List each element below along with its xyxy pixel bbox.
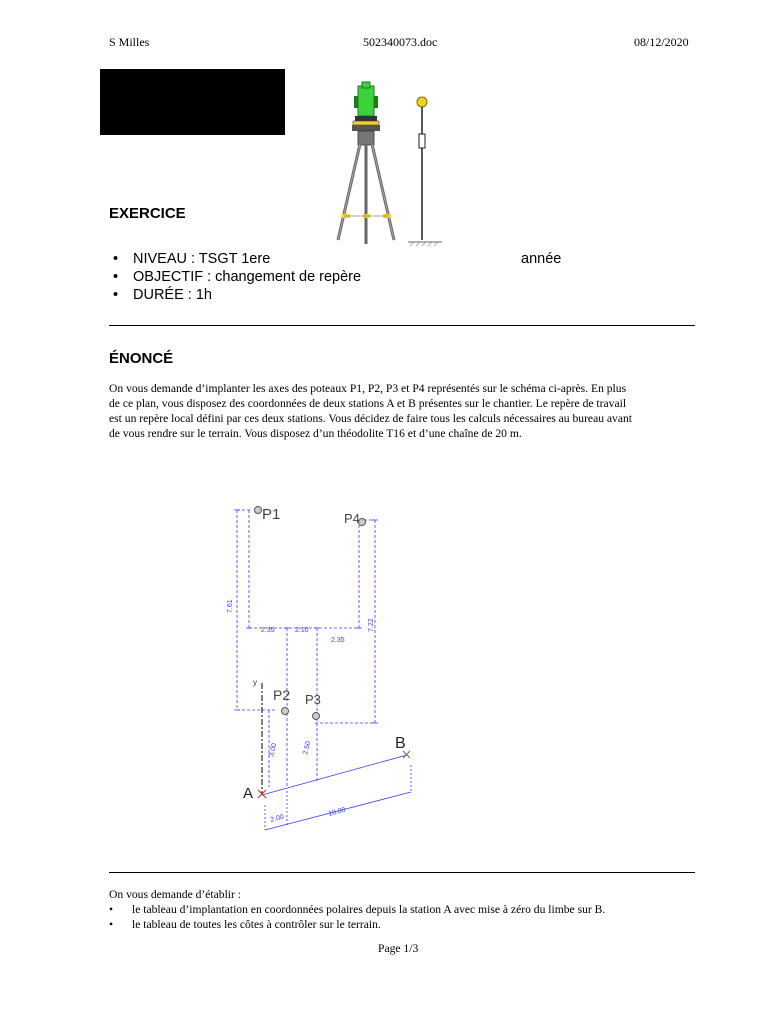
site-plan-diagram <box>225 495 440 840</box>
bullet-icon: • <box>113 251 119 267</box>
dimension-label: 2.00 <box>269 813 285 824</box>
statement-title: ÉNONCÉ <box>109 350 174 367</box>
bullet-icon: • <box>113 269 119 285</box>
level-label: NIVEAU : TSGT 1ere <box>133 251 271 267</box>
pole-label-p1: P1 <box>262 506 281 523</box>
dimension-label: 7.61 <box>227 599 234 613</box>
theodolite-illustration <box>330 78 450 250</box>
task-text: le tableau d’implantation en coordonnées polaires depuis la station A avec mise à zéro du limbe sur B. <box>132 903 606 916</box>
pole-label-p3: P3 <box>305 692 321 707</box>
dimension-label: 2.10 <box>295 627 309 634</box>
objective-label: OBJECTIF : changement de repère <box>133 269 362 285</box>
dimension-label: 2.50 <box>302 740 313 756</box>
bullet-icon: • <box>113 287 119 303</box>
dimension-label: 2.35 <box>261 627 275 634</box>
divider <box>109 325 695 326</box>
statement-line: On vous demande d’implanter les axes des poteaux P1, P2, P3 et P4 représentés sur le schéma ci-après. En plus <box>109 382 627 395</box>
pole-label-p4: P4 <box>344 511 360 526</box>
header-author: S Milles <box>109 35 150 49</box>
redacted-logo-block <box>100 69 285 135</box>
station-label-b: B <box>395 735 406 752</box>
divider <box>109 872 695 873</box>
statement-line: de ce plan, vous disposez des coordonnées de deux stations A et B présentes sur le chantier. Le repère de travail <box>109 397 627 410</box>
level-suffix: année <box>521 251 562 267</box>
dimension-label: 7.22 <box>368 618 375 632</box>
bullet-icon: • <box>109 918 114 931</box>
task-text: le tableau de toutes les côtes à contrôler sur le terrain. <box>132 918 381 931</box>
header-filename: 502340073.doc <box>363 35 438 49</box>
header-date: 08/12/2020 <box>634 35 689 49</box>
tasks-intro: On vous demande d’établir : <box>109 888 242 901</box>
dimension-label: 3.00 <box>268 742 279 758</box>
duration-label: DURÉE : 1h <box>133 287 212 303</box>
bullet-icon: • <box>109 903 114 916</box>
statement-line: est un repère local défini par ces deux stations. Vous décidez de faire tous les calculs nécessaires au bureau avant <box>109 412 633 425</box>
exercise-title: EXERCICE <box>109 205 186 222</box>
page-number: Page 1/3 <box>378 942 419 955</box>
dimension-label: 10.00 <box>327 806 347 818</box>
statement-paragraph <box>109 381 699 441</box>
axis-label-y: y <box>253 678 257 687</box>
pole-label-p2: P2 <box>273 687 291 703</box>
station-label-a: A <box>243 785 254 802</box>
statement-line: de vous rendre sur le terrain. Vous disposez d’un théodolite T16 et d’une chaîne de 20 m. <box>109 427 522 440</box>
dimension-label: 2.35 <box>331 637 345 644</box>
